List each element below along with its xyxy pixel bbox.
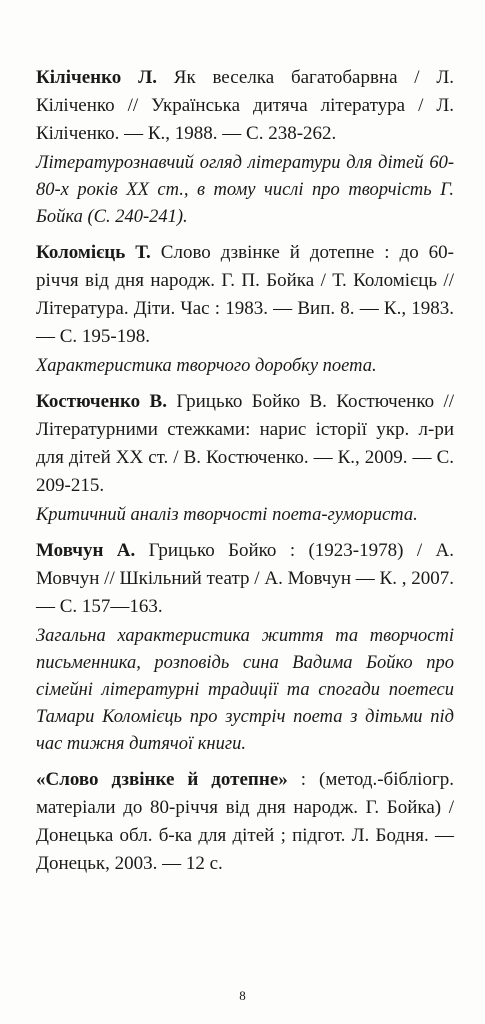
entry-annotation: Характеристика творчого доробку поета. bbox=[36, 356, 377, 376]
reference-text bbox=[36, 64, 454, 148]
entry-citation: Як веселка багатобарвна / Л. Кіліченко // Українська дитяча література / Л. Кіліченко. — К., 1988. — С. 238-262. bbox=[36, 67, 454, 144]
entry-annotation: Загальна характеристика життя та творчості письменника, розповідь сина Вадима Бойко про сімейні літературні традиції та спогади поетеси Тамари Коломієць про зустріч поета з дітьми під час тижня дитячої книги. bbox=[36, 626, 454, 754]
bibliography-entry bbox=[36, 239, 454, 380]
entry-author: «Слово дзвінке й дотепне» bbox=[36, 769, 288, 790]
entry-citation: Грицько Бойко : (1923-1978) / А. Мовчун // Шкільний театр / А. Мовчун — К. , 2007. — С. 157—163. bbox=[36, 540, 454, 617]
entry-author: Мовчун А. bbox=[36, 540, 136, 561]
reference-text bbox=[36, 239, 454, 351]
entry-author: Коломієць Т. bbox=[36, 242, 151, 263]
bibliography-entry bbox=[36, 537, 454, 758]
bibliography-entry bbox=[36, 64, 454, 231]
entry-citation: Слово дзвінке й дотепне : до 60-річчя від дня народж. Г. П. Бойка / Т. Коломієць // Література. Діти. Час : 1983. — Вип. 8. — К., 1983. — С. 195-198. bbox=[36, 242, 455, 347]
entry-citation: Грицько Бойко В. Костюченко // Літературними стежками: нарис історії укр. л-ри для дітей XX ст. / В. Костюченко. — К., 2009. — С. 209-215. bbox=[36, 391, 455, 496]
entry-citation: : (метод.-бібліогр. матеріали до 80-річчя від дня народж. Г. Бойка) / Донецька обл. б-ка для дітей ; підгот. Л. Бодня. — Донецьк, 2003. — 12 с. bbox=[36, 769, 454, 874]
bibliography-page bbox=[36, 64, 454, 886]
bibliography-entry bbox=[36, 388, 454, 529]
entry-author: Костюченко В. bbox=[36, 391, 167, 412]
reference-text bbox=[36, 537, 454, 621]
entry-author: Кіліченко Л. bbox=[36, 67, 157, 88]
page-number: 8 bbox=[239, 988, 246, 1003]
entry-annotation: Критичний аналіз творчості поета-гумориста. bbox=[36, 505, 418, 525]
reference-text bbox=[36, 766, 454, 878]
bibliography-entry bbox=[36, 766, 454, 878]
entry-annotation: Літературознавчий огляд літератури для дітей 60-80-х років XX ст., в тому числі про творчість Г. Бойка (С. 240-241). bbox=[36, 153, 454, 227]
reference-text bbox=[36, 388, 454, 500]
